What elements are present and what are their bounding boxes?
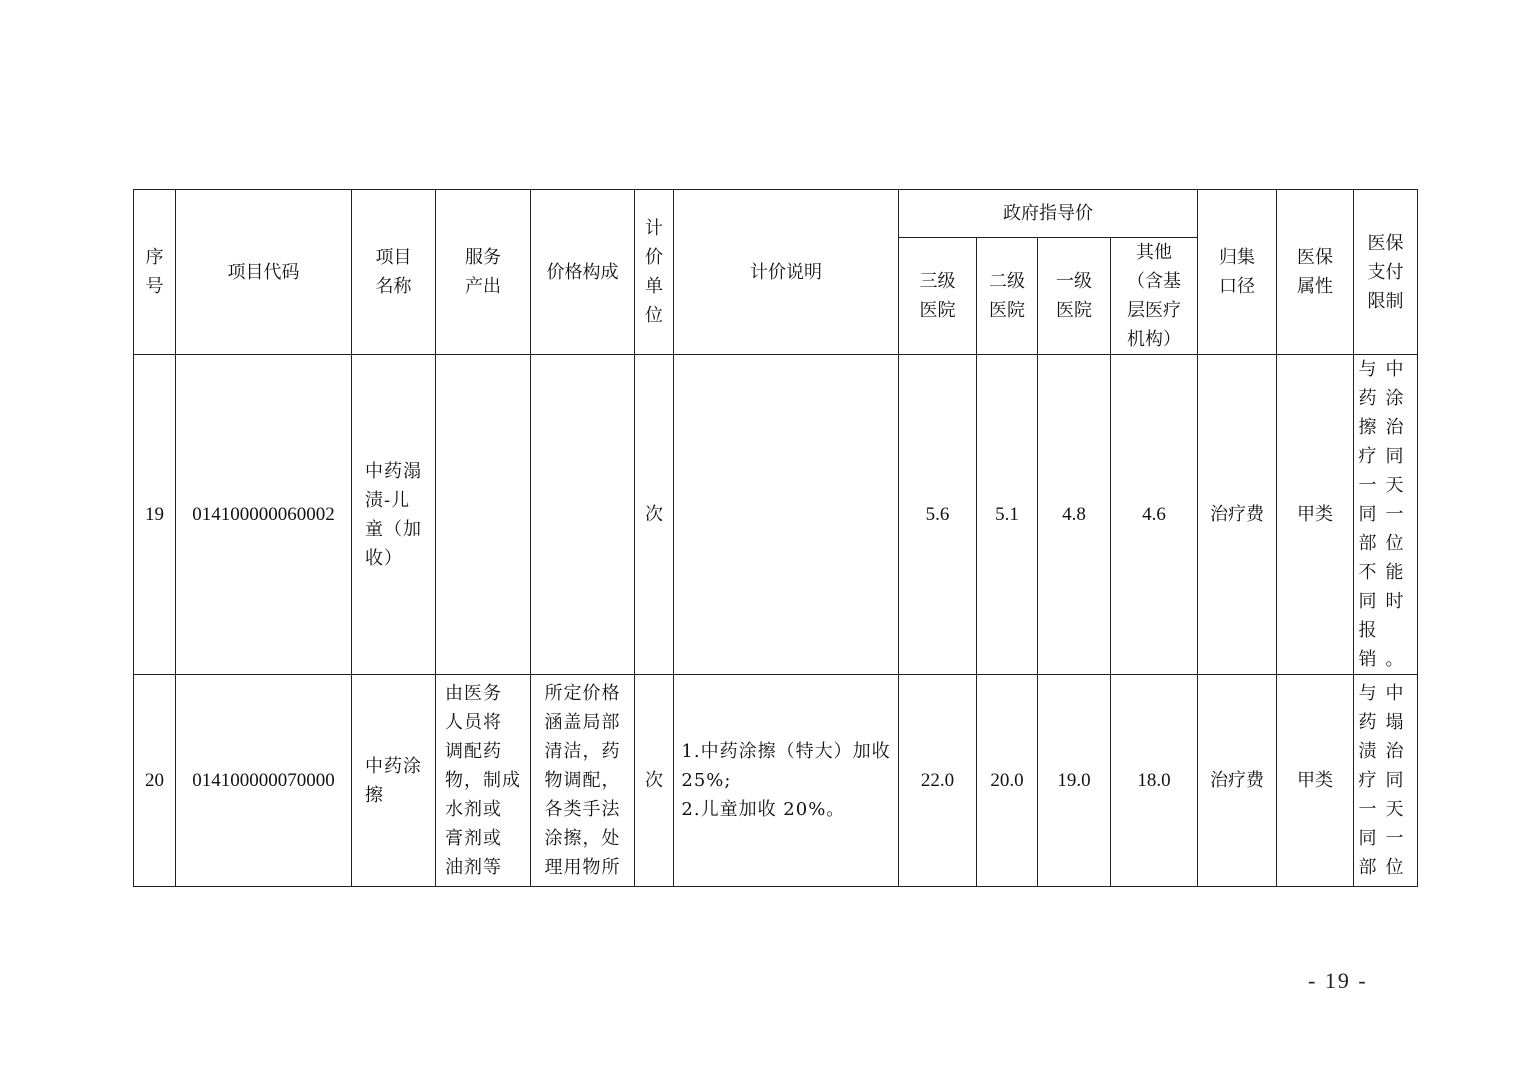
cell-code: 014100000060002 <box>176 355 352 675</box>
page-number: - 19 - <box>1308 968 1368 993</box>
cell-category: 治疗费 <box>1198 675 1277 887</box>
header-name: 项目 名称 <box>352 190 436 355</box>
cell-service <box>436 355 531 675</box>
header-description: 计价说明 <box>674 190 899 355</box>
cell-price-composition <box>531 355 635 675</box>
cell-name: 中药涂 擦 <box>352 675 436 887</box>
cell-tier3: 5.6 <box>899 355 977 675</box>
header-limit: 医保 支付 限制 <box>1354 190 1418 355</box>
header-tier3: 三级 医院 <box>899 238 977 355</box>
table-row <box>134 675 1418 887</box>
cell-other: 4.6 <box>1111 355 1198 675</box>
cell-limit: 与中 药塌 渍治 疗同 一天 同一 部位 <box>1354 675 1418 887</box>
cell-description: 1.中药涂擦（特大）加收 25%; 2.儿童加收 20%。 <box>674 675 899 887</box>
cell-service: 由医务 人员将 调配药 物，制成 水剂或 膏剂或 油剂等 <box>436 675 531 887</box>
header-category: 归集 口径 <box>1198 190 1277 355</box>
cell-tier1: 19.0 <box>1038 675 1111 887</box>
header-price-composition: 价格构成 <box>531 190 635 355</box>
cell-tier2: 20.0 <box>977 675 1038 887</box>
cell-other: 18.0 <box>1111 675 1198 887</box>
cell-tier2: 5.1 <box>977 355 1038 675</box>
header-seq: 序 号 <box>134 190 176 355</box>
header-code: 项目代码 <box>176 190 352 355</box>
header-tier2: 二级 医院 <box>977 238 1038 355</box>
header-gov-price: 政府指导价 <box>899 190 1198 238</box>
header-service: 服务 产出 <box>436 190 531 355</box>
price-table <box>133 189 1418 887</box>
cell-tier3: 22.0 <box>899 675 977 887</box>
cell-price-composition: 所定价格 涵盖局部 清洁，药 物调配， 各类手法 涂擦，处 理用物所 <box>531 675 635 887</box>
header-row-top <box>134 190 1418 238</box>
cell-limit: 与中 药涂 擦治 疗同 一天 同一 部位 不能 同时 报 销。 <box>1354 355 1418 675</box>
cell-unit: 次 <box>635 675 674 887</box>
header-unit: 计 价 单 位 <box>635 190 674 355</box>
cell-seq: 19 <box>134 355 176 675</box>
cell-description <box>674 355 899 675</box>
cell-insurance: 甲类 <box>1277 355 1354 675</box>
cell-insurance: 甲类 <box>1277 675 1354 887</box>
header-tier1: 一级 医院 <box>1038 238 1111 355</box>
cell-category: 治疗费 <box>1198 355 1277 675</box>
header-other: 其他 （含基 层医疗 机构） <box>1111 238 1198 355</box>
cell-name: 中药溻 渍-儿 童（加 收） <box>352 355 436 675</box>
cell-code: 014100000070000 <box>176 675 352 887</box>
cell-seq: 20 <box>134 675 176 887</box>
header-insurance: 医保 属性 <box>1277 190 1354 355</box>
table-row <box>134 355 1418 675</box>
cell-tier1: 4.8 <box>1038 355 1111 675</box>
cell-unit: 次 <box>635 355 674 675</box>
